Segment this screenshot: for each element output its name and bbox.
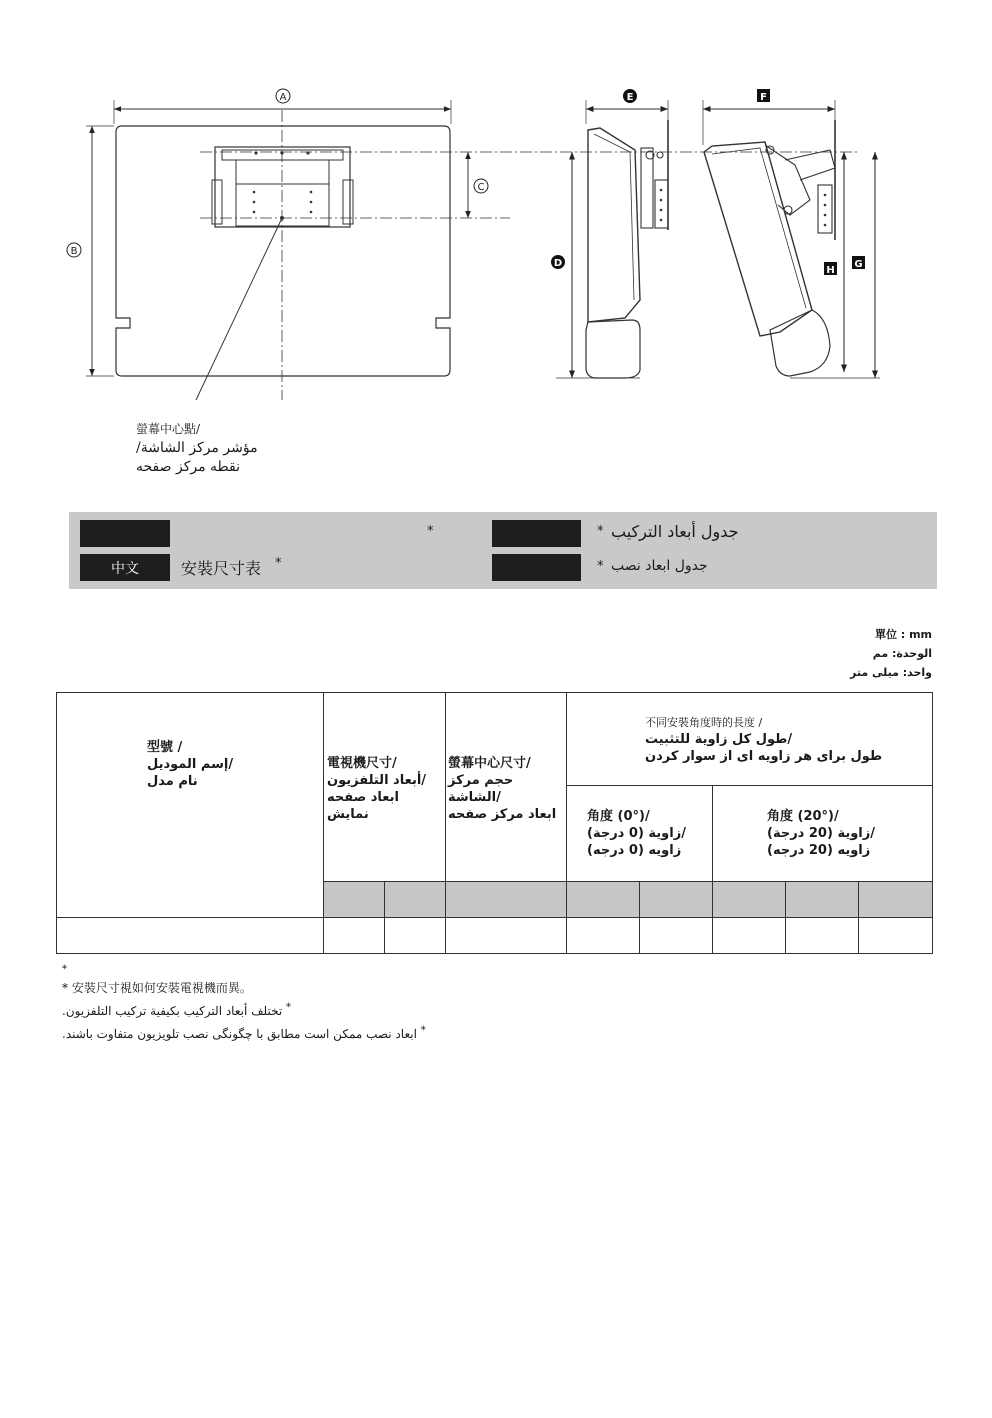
footnote-arabic-line [62,998,662,1021]
label-f: F [760,92,767,103]
footnote-persian: ابعاد نصب ممكن است مطابق با چگونگى نصب تلويزيون متفاوت باشند. [62,1027,417,1041]
angle-20-header-zh: 角度 (20°)/ [767,809,839,824]
footnote-chinese: * 安裝尺寸視如何安裝電視機而異。 [62,981,252,995]
table-cell [567,918,640,954]
screen-center-caption [136,420,336,477]
table-cell [713,918,786,954]
lang-box-arabic [492,520,581,547]
label-e-marker [623,89,637,103]
tv-size-header-ar: أبعاد التلفزيون/ [327,773,427,788]
front-view [86,100,863,400]
col-letter-cell [324,882,385,918]
footnote-persian-star: * [420,1025,426,1036]
tv-size-header-fa: ابعاد صفحه نمايش [327,790,399,822]
angle-20-header-fa: زاويه (20 درجه) [767,843,871,858]
tv-size-header-cell [324,693,446,882]
lang-box-persian [492,554,581,581]
banner-persian-title: جدول ابعاد نصب [611,558,708,574]
units-persian: واحد: ميلى متر [849,666,932,679]
footnote-arabic-star: * [286,1002,292,1013]
label-b: B [70,246,78,257]
model-header-ar: إسم الموديل/ [147,757,234,772]
angle-header-zh: 不同安裝角度時的長度 / [645,715,763,729]
caption-arabic: مؤشر مركز الشاشة/ [136,440,258,456]
banner-row1-left-star: * [427,524,434,539]
tv-size-header-zh: 電視機尺寸/ [327,756,397,771]
angle-header-fa: طول براى هر زاويه اى از سوار كردن [645,748,883,764]
footnote-persian-line [62,1021,662,1044]
label-c: C [477,182,485,193]
angle-20-header-cell [713,786,933,882]
table-cell [446,918,567,954]
units-chinese: 單位 : mm [875,628,932,641]
mounting-diagram [0,0,992,405]
units-note [850,625,932,682]
col-letter-cell [713,882,786,918]
angle-0-header-fa: زاويه (0 درجه) [587,843,682,858]
model-header-zh: 型號 / [147,740,183,755]
caption-persian: نقطه مركز صفحه [136,459,240,475]
label-g: G [854,259,863,270]
label-e: E [626,92,634,103]
model-header-cell [57,693,324,918]
banner-row2-left-star: * [275,556,282,571]
screen-center-header-ar: حجم مركز الشاشة/ [448,773,514,805]
label-b-marker [67,243,81,257]
banner-row1-right-star: * [597,524,604,539]
model-header-fa: نام مدل [147,774,198,789]
col-letter-cell [640,882,713,918]
angle-0-header-cell [567,786,713,882]
label-h: H [826,265,835,276]
label-d-marker [551,255,565,269]
screen-center-header-zh: 螢幕中心尺寸/ [448,756,531,771]
lang-box-1 [80,520,170,547]
banner-row2-right-star: * [597,559,604,574]
angle-0-header-zh: 角度 (0°)/ [587,809,650,824]
screen-center-header-fa: ابعاد مركز صفحه [448,807,557,822]
angle-20-header-ar: زاوية (20 درجة)/ [767,826,875,841]
title-banner [69,512,937,589]
footnote-arabic: تختلف أبعاد التركيب بكيفية تركيب التلفزيون. [62,1004,283,1018]
table-cell [57,918,324,954]
footnote-star: * [62,964,67,975]
bracket-holes [253,151,313,220]
angle-0-header-ar: زاوية (0 درجة)/ [587,826,686,841]
table-cell [385,918,446,954]
dimensions-table [56,692,933,954]
col-letter-cell [859,882,933,918]
col-letter-cell [385,882,446,918]
table-cell [859,918,933,954]
table-row [57,918,933,954]
label-d: D [553,258,563,269]
screen-center-header-cell [446,693,567,882]
col-letter-cell [567,882,640,918]
label-a: A [279,92,287,103]
angle-header-ar: طول كل زاوية للتثبيت/ [645,731,793,747]
banner-chinese-title: 安裝尺寸表 [181,559,262,578]
table-cell [786,918,859,954]
col-letter-cell [786,882,859,918]
table-cell [324,918,385,954]
label-c-marker [474,179,488,193]
side-view-20-degrees [703,100,880,378]
dimension-labels [67,89,865,276]
side-view-0-degrees [553,100,668,378]
lang-box-chinese: 中文 [80,554,170,581]
label-f-marker [757,89,770,103]
angle-header-cell [567,693,933,786]
label-a-marker [276,89,290,103]
caption-chinese: 螢幕中心點/ [136,422,201,436]
col-letter-cell [446,882,567,918]
label-h-marker [824,262,837,276]
units-arabic: الوحدة: مم [872,647,932,660]
footnotes [62,963,662,1044]
table-cell [640,918,713,954]
banner-arabic-title: جدول أبعاد التركيب [611,522,739,541]
label-g-marker [852,256,865,270]
